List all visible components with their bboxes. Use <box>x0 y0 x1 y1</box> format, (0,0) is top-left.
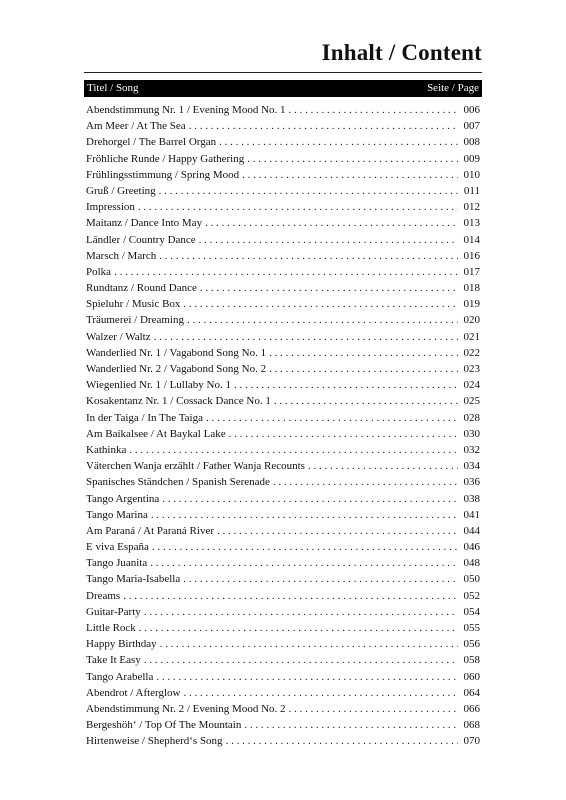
toc-entry <box>86 604 480 620</box>
table-header <box>84 80 482 97</box>
toc-entry <box>86 215 480 231</box>
toc-leader-dots <box>289 701 458 717</box>
toc-entry-title: Maitanz / Dance Into May <box>86 217 203 230</box>
toc-leader-dots <box>189 118 458 134</box>
toc-entry <box>86 134 480 150</box>
toc-entry <box>86 733 480 749</box>
toc-entry-page: 013 <box>463 217 480 230</box>
toc-entry <box>86 280 480 296</box>
toc-entry-page: 014 <box>463 233 480 246</box>
toc-entry-title: Frühlingsstimmung / Spring Mood <box>86 168 240 181</box>
toc-leader-dots <box>162 491 458 507</box>
toc-leader-dots <box>183 571 458 587</box>
toc-entry-page: 028 <box>463 411 480 424</box>
toc-entry-page: 021 <box>463 330 480 343</box>
toc-entry <box>86 652 480 668</box>
toc-entry-page: 064 <box>463 686 480 699</box>
toc-entry-page: 056 <box>463 638 480 651</box>
toc-leader-dots <box>154 329 458 345</box>
toc-entry-page: 055 <box>463 622 480 634</box>
toc-leader-dots <box>159 183 458 199</box>
toc-entry <box>86 329 480 345</box>
toc-entry <box>86 458 480 474</box>
toc-leader-dots <box>229 426 458 442</box>
toc-entry-title: Hirtenweise / Shepherd‘s Song <box>86 735 223 748</box>
toc-entry-title: Impression <box>86 201 135 214</box>
toc-entry-title: Spieluhr / Music Box <box>86 298 181 311</box>
toc-entry-page: 036 <box>463 476 480 489</box>
toc-entry-title: Guitar-Party <box>86 605 141 618</box>
toc-leader-dots <box>184 685 458 701</box>
toc-entry-title: Tango Marina <box>86 508 148 521</box>
toc-entry-title: Träumerei / Dreaming <box>86 314 184 327</box>
toc-entry-title: Wanderlied Nr. 1 / Vagabond Song No. 1 <box>86 346 267 359</box>
toc-entry-title: Fröhliche Runde / Happy Gathering <box>86 152 245 165</box>
toc-entry-page: 046 <box>463 541 480 554</box>
toc-entry-title: Abendstimmung Nr. 2 / Evening Mood No. 2 <box>86 702 286 715</box>
toc-entry-title: Abendstimmung Nr. 1 / Evening Mood No. 1 <box>86 104 286 116</box>
toc-entry-page: 068 <box>463 719 480 732</box>
toc-entry-page: 038 <box>463 492 480 505</box>
toc-leader-dots <box>200 280 458 296</box>
header-rule <box>84 72 482 73</box>
toc-entry-page: 044 <box>463 524 480 537</box>
toc-entry <box>86 539 480 555</box>
toc-entry <box>86 669 480 685</box>
toc-entry-page: 066 <box>463 702 480 715</box>
toc-leader-dots <box>183 296 458 312</box>
toc-entry-title: Tango Arabella <box>86 670 154 683</box>
toc-entry-page: 070 <box>463 735 480 748</box>
toc-entry-title: Drehorgel / The Barrel Organ <box>86 136 217 149</box>
toc-entry-title: Tango Maria-Isabella <box>86 573 181 586</box>
toc-entry-page: 032 <box>463 443 480 456</box>
toc-entry-page: 012 <box>463 201 480 214</box>
toc-entry-page: 058 <box>463 654 480 667</box>
toc-leader-dots <box>114 264 458 280</box>
toc-entry-page: 020 <box>463 314 480 327</box>
toc-entry-page: 030 <box>463 427 480 440</box>
toc-leader-dots <box>289 102 458 118</box>
toc-entry-title: Happy Birthday <box>86 638 157 651</box>
toc-entry <box>86 312 480 328</box>
toc-entry-page: 018 <box>463 282 480 295</box>
toc-entry <box>86 701 480 717</box>
toc-entry <box>86 118 480 134</box>
toc-entry-title: Wanderlied Nr. 2 / Vagabond Song No. 2 <box>86 363 267 375</box>
toc-entry <box>86 620 480 636</box>
toc-entry <box>86 410 480 426</box>
toc-leader-dots <box>152 539 458 555</box>
toc-entry-page: 048 <box>463 557 480 570</box>
toc-entry <box>86 199 480 215</box>
toc-entry-page: 007 <box>463 120 480 133</box>
toc-entry-page: 023 <box>463 363 480 375</box>
toc-leader-dots <box>151 507 458 523</box>
toc-entry-page: 052 <box>463 589 480 602</box>
toc-leader-dots <box>159 248 458 264</box>
toc-leader-dots <box>187 312 458 328</box>
toc-leader-dots <box>138 199 458 215</box>
toc-leader-dots <box>123 588 458 604</box>
toc-list <box>86 102 480 750</box>
toc-entry <box>86 426 480 442</box>
toc-entry-title: In der Taiga / In The Taiga <box>86 411 203 424</box>
toc-entry-title: Tango Argentina <box>86 492 160 505</box>
toc-leader-dots <box>139 620 458 636</box>
toc-leader-dots <box>199 232 458 248</box>
toc-leader-dots <box>244 717 458 733</box>
toc-leader-dots <box>274 393 458 409</box>
toc-entry-title: Little Rock <box>86 622 136 634</box>
toc-entry <box>86 555 480 571</box>
toc-entry <box>86 102 480 118</box>
toc-entry <box>86 636 480 652</box>
toc-entry <box>86 345 480 361</box>
toc-entry-title: Wiegenlied Nr. 1 / Lullaby No. 1 <box>86 379 231 392</box>
toc-entry-title: Tango Juanita <box>86 557 148 570</box>
toc-leader-dots <box>247 151 458 167</box>
toc-entry-title: Gruß / Greeting <box>86 184 156 197</box>
toc-leader-dots <box>269 361 458 377</box>
toc-entry-page: 006 <box>463 104 480 116</box>
toc-entry-page: 022 <box>463 346 480 359</box>
toc-entry-title: Spanisches Ständchen / Spanish Serenade <box>86 476 270 489</box>
toc-leader-dots <box>144 652 458 668</box>
toc-leader-dots <box>308 458 458 474</box>
toc-entry-page: 041 <box>463 508 480 521</box>
toc-leader-dots <box>150 555 458 571</box>
page-title: Inhalt / Content <box>321 40 482 65</box>
toc-entry <box>86 474 480 490</box>
toc-leader-dots <box>206 410 458 426</box>
toc-leader-dots <box>160 636 458 652</box>
toc-entry <box>86 151 480 167</box>
toc-entry <box>86 361 480 377</box>
toc-entry <box>86 588 480 604</box>
toc-entry-page: 060 <box>463 670 480 683</box>
toc-entry-title: Walzer / Waltz <box>86 330 151 343</box>
toc-entry <box>86 571 480 587</box>
toc-leader-dots <box>156 669 458 685</box>
toc-entry-page: 010 <box>463 168 480 181</box>
toc-leader-dots <box>242 167 458 183</box>
toc-entry-title: Polka <box>86 265 112 278</box>
toc-leader-dots <box>205 215 458 231</box>
toc-entry-title: Bergeshöh‘ / Top Of The Mountain <box>86 719 242 732</box>
toc-leader-dots <box>144 604 458 620</box>
toc-entry <box>86 167 480 183</box>
toc-entry-title: Rundtanz / Round Dance <box>86 282 197 295</box>
toc-leader-dots <box>273 474 458 490</box>
toc-entry-title: Dreams <box>86 589 121 602</box>
toc-entry-title: Väterchen Wanja erzählt / Father Wanja Recounts <box>86 460 305 473</box>
toc-entry <box>86 685 480 701</box>
toc-entry <box>86 183 480 199</box>
toc-entry <box>86 442 480 458</box>
toc-leader-dots <box>269 345 458 361</box>
toc-entry-page: 054 <box>463 605 480 618</box>
toc-entry-page: 024 <box>463 379 480 392</box>
toc-entry-page: 034 <box>463 460 480 473</box>
toc-entry-title: Abendrot / Afterglow <box>86 686 181 699</box>
toc-leader-dots <box>219 134 458 150</box>
toc-entry-title: Marsch / March <box>86 249 157 262</box>
toc-entry <box>86 491 480 507</box>
column-header-song: Titel / Song <box>87 82 139 94</box>
toc-entry-page: 025 <box>463 395 480 408</box>
toc-entry-page: 008 <box>463 136 480 149</box>
column-header-page: Seite / Page <box>427 82 479 94</box>
toc-leader-dots <box>226 733 458 749</box>
toc-entry <box>86 296 480 312</box>
toc-entry-page: 009 <box>463 152 480 165</box>
toc-entry <box>86 507 480 523</box>
toc-entry <box>86 248 480 264</box>
toc-entry <box>86 232 480 248</box>
toc-entry-page: 016 <box>463 249 480 262</box>
toc-entry <box>86 717 480 733</box>
toc-entry-page: 017 <box>463 265 480 278</box>
toc-entry-page: 019 <box>463 298 480 311</box>
toc-entry-page: 011 <box>463 184 480 197</box>
toc-entry <box>86 393 480 409</box>
toc-entry <box>86 523 480 539</box>
toc-entry <box>86 264 480 280</box>
toc-entry-title: Am Paraná / At Paraná River <box>86 524 214 537</box>
toc-entry-title: Kosakentanz Nr. 1 / Cossack Dance No. 1 <box>86 395 271 408</box>
toc-leader-dots <box>217 523 458 539</box>
toc-entry-title: Am Meer / At The Sea <box>86 120 186 133</box>
toc-leader-dots <box>234 377 458 393</box>
toc-entry-title: Kathinka <box>86 443 127 456</box>
toc-leader-dots <box>129 442 458 458</box>
toc-entry-title: Take It Easy <box>86 654 141 667</box>
toc-entry-title: E viva España <box>86 541 149 554</box>
toc-entry-page: 050 <box>463 573 480 586</box>
toc-entry-title: Am Baikalsee / At Baykal Lake <box>86 427 226 440</box>
toc-entry <box>86 377 480 393</box>
toc-entry-title: Ländler / Country Dance <box>86 233 196 246</box>
